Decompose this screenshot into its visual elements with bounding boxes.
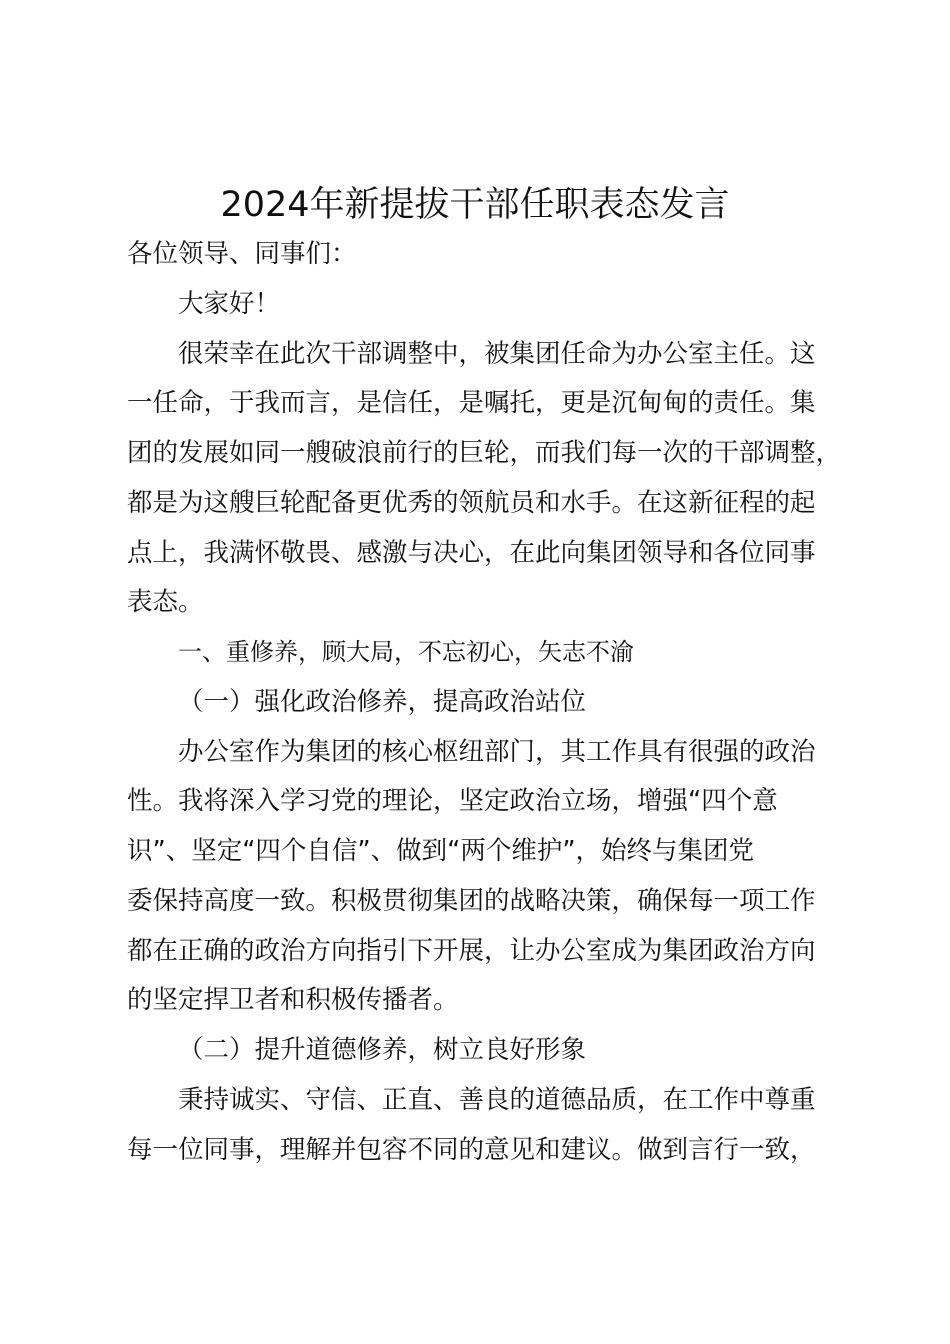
paragraph-line: （二）提升道德修养，树立良好形象	[178, 1035, 587, 1065]
paragraph-line: 都在正确的政治方向指引下开展，让办公室成为集团政治方向	[127, 935, 816, 966]
document-title: 2024年新提拔干部任职表态发言	[220, 185, 730, 225]
paragraph-line: 很荣幸在此次干部调整中，被集团任命为办公室主任。这	[178, 338, 816, 369]
paragraph-line: 一任命，于我而言，是信任，是嘱托，更是沉甸甸的责任。集	[127, 388, 816, 419]
document-body	[127, 230, 842, 1175]
paragraph-line: 大家好！	[178, 288, 281, 319]
paragraph-line: 点上，我满怀敬畏、感激与决心，在此向集团领导和各位同事	[127, 537, 816, 568]
paragraph-line: 识”、坚定“四个自信”、做到“两个维护”，始终与集团党	[127, 836, 755, 866]
paragraph-line: 委保持高度一致。积极贯彻集团的战略决策，确保每一项工作	[127, 885, 816, 916]
paragraph-line: （一）强化政治修养，提高政治站位	[178, 686, 587, 717]
section-heading-line: 一、重修养，顾大局，不忘初心，矢志不渝	[178, 638, 634, 666]
paragraph-line: 都是为这艘巨轮配备更优秀的领航员和水手。在这新征程的起	[127, 487, 816, 518]
paragraph-line: 各位领导、同事们：	[127, 239, 357, 269]
paragraph-line: 每一位同事，理解并包容不同的意见和建议。做到言行一致，	[127, 1134, 816, 1165]
paragraph-line: 团的发展如同一艘破浪前行的巨轮，而我们每一次的干部调整，	[127, 438, 842, 468]
paragraph-line: 的坚定捍卫者和积极传播者。	[127, 985, 459, 1016]
paragraph-line: 办公室作为集团的核心枢纽部门，其工作具有很强的政治	[178, 736, 816, 767]
paragraph-line: 表态。	[127, 587, 204, 618]
paragraph-line: 秉持诚实、守信、正直、善良的道德品质，在工作中尊重	[178, 1084, 816, 1115]
paragraph-line: 性。我将深入学习党的理论，坚定政治立场，增强“四个意	[127, 786, 778, 817]
